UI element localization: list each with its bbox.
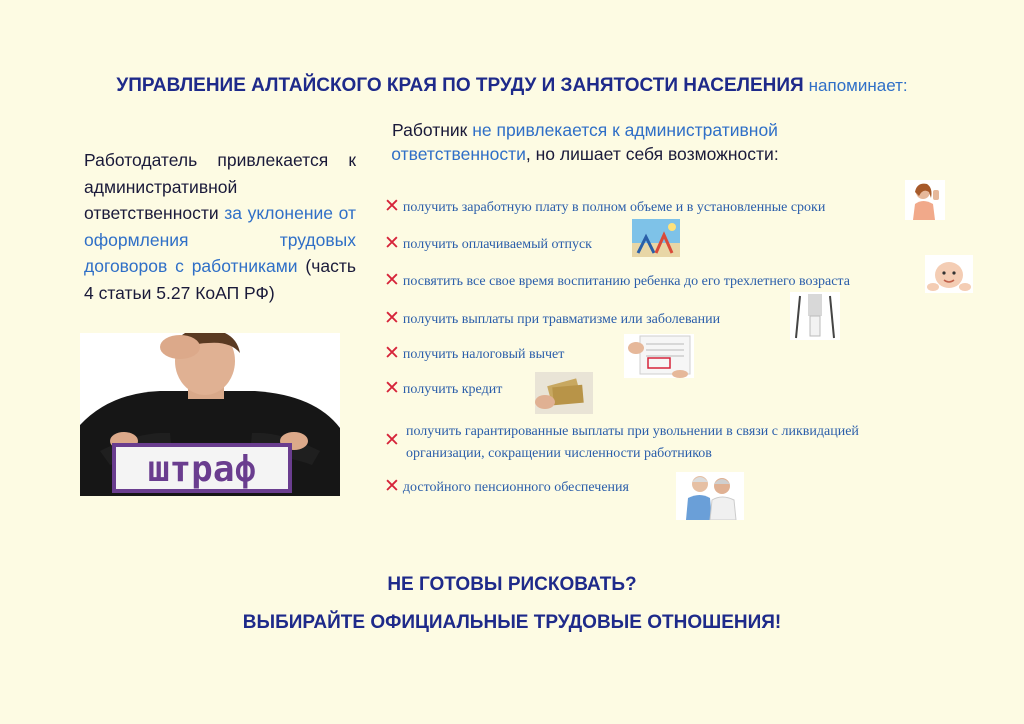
list-item: ✕ получить налоговый вычет (384, 342, 565, 364)
list-item: ✕ получить кредит (384, 377, 503, 399)
footer-question: НЕ ГОТОВЫ РИСКОВАТЬ? (387, 574, 637, 595)
employer-part2: за уклонение от оформления трудовых договоров с работниками (84, 203, 356, 276)
worker-part1: Работник (392, 120, 468, 140)
worker-part3: , но лишает себя возможности: (525, 144, 779, 164)
header-verb: напоминает: (808, 76, 908, 95)
elderly-couple-icon (676, 472, 744, 520)
cross-icon: ✕ (384, 429, 400, 451)
cross-icon: ✕ (384, 269, 400, 291)
list-item: ✕ получить выплаты при травматизме или заболевании (384, 307, 721, 329)
list-item: ✕ получить оплачиваемый отпуск (384, 232, 592, 254)
crutches-icon (790, 292, 840, 340)
footer-call-to-action: ВЫБИРАЙТЕ ОФИЦИАЛЬНЫЕ ТРУДОВЫЕ ОТНОШЕНИЯ! (242, 612, 782, 633)
beach-chairs-icon (632, 219, 680, 257)
cross-icon: ✕ (384, 342, 400, 364)
money-hand-icon (535, 372, 593, 414)
employer-part3: (часть 4 статьи 5.27 КоАП РФ) (84, 256, 356, 303)
employer-part1: Работодатель привлекается к административной ответственности (84, 150, 356, 223)
woman-thumbs-up-icon (905, 180, 945, 220)
list-item: ✕ получить заработную плату в полном объеме и в установленные сроки (384, 195, 826, 217)
tax-form-icon (624, 334, 694, 378)
cross-icon: ✕ (384, 195, 400, 217)
list-item: ✕ посвятить все свое время воспитанию ребенка до его трехлетнего возраста (384, 269, 850, 291)
list-item: ✕ получить гарантированные выплаты при увольнении в связи с ликвидацией организации, сокращении численности работников (384, 424, 859, 461)
cross-icon: ✕ (384, 377, 400, 399)
cross-icon: ✕ (384, 232, 400, 254)
baby-icon (925, 255, 973, 293)
list-item: ✕ достойного пенсионного обеспечения (384, 475, 629, 497)
cross-icon: ✕ (384, 307, 400, 329)
worker-part2: не привлекается к административной ответственности (391, 120, 778, 164)
cross-icon: ✕ (384, 475, 400, 497)
fine-stamp-text: штраф (147, 449, 257, 490)
org-name: УПРАВЛЕНИЕ АЛТАЙСКОГО КРАЯ ПО ТРУДУ И ЗАНЯТОСТИ НАСЕЛЕНИЯ (116, 75, 804, 96)
